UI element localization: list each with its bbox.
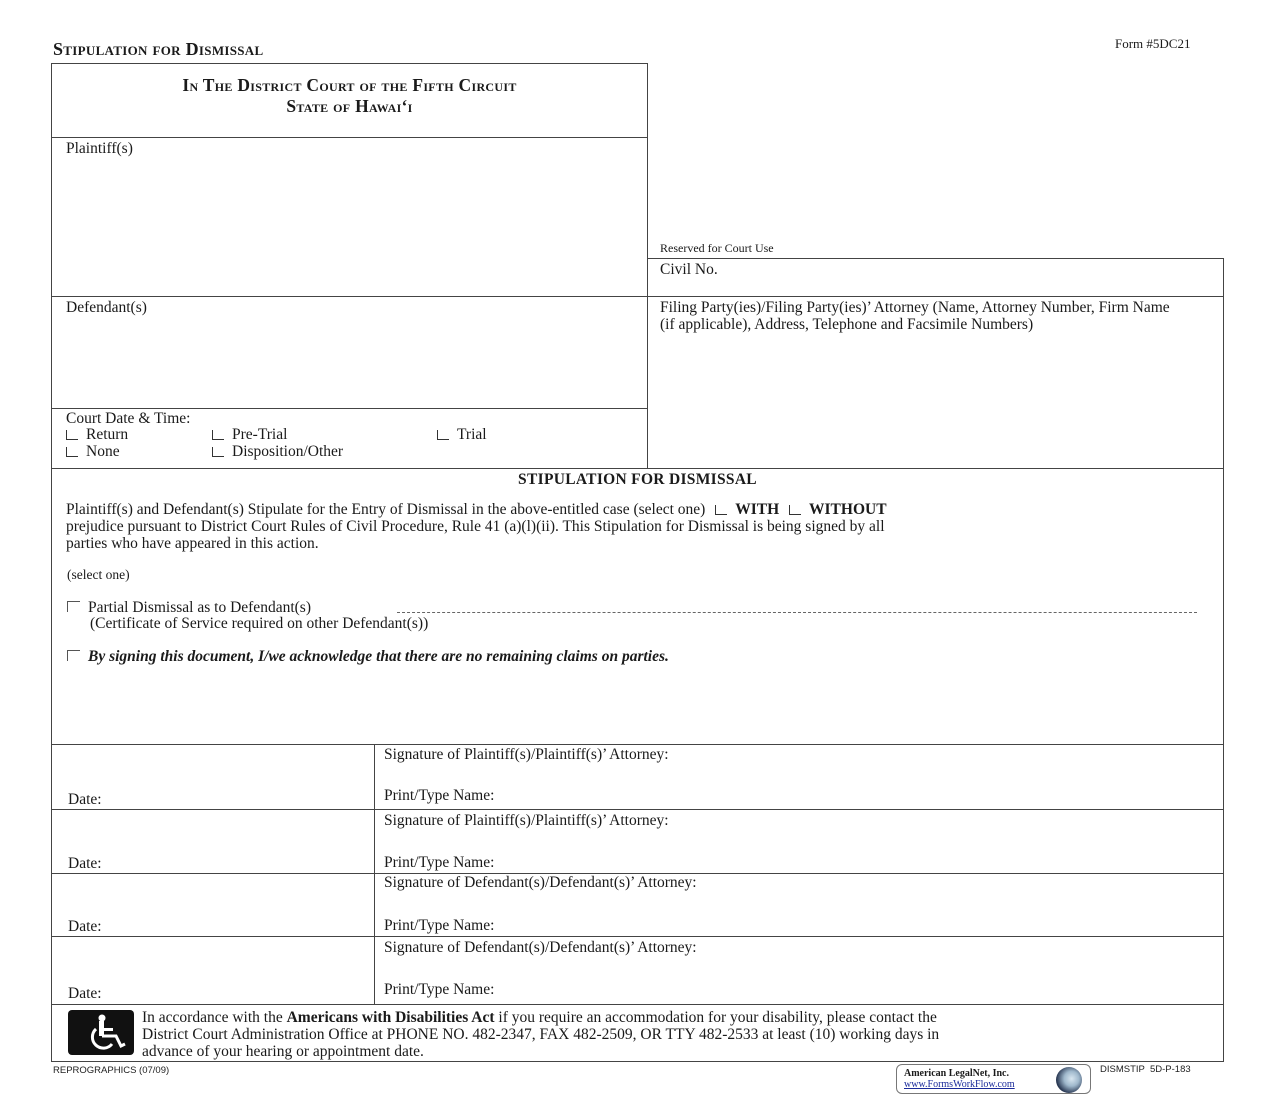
- signature-row: [52, 745, 1223, 809]
- date-label: Date:: [68, 855, 102, 872]
- form-code: DISMSTIP 5D-P-183: [1100, 1064, 1191, 1075]
- print-name-label: Print/Type Name:: [384, 787, 495, 804]
- option-label: Pre-Trial: [232, 426, 288, 443]
- ada-contact-line: District Court Administration Office at PHONE NO. 482-2347, FAX 482-2509, OR TTY 482-2533 at least (10) working days in: [142, 1026, 940, 1043]
- signature-field[interactable]: [384, 746, 669, 763]
- signature-field[interactable]: [384, 874, 697, 891]
- court-date-option-pretrial[interactable]: [212, 426, 287, 443]
- signature-row: [52, 874, 1223, 936]
- court-date-option-return[interactable]: [66, 426, 128, 443]
- defendant-label: Defendant(s): [66, 299, 147, 316]
- checkbox-icon[interactable]: [67, 650, 80, 661]
- print-name-label: Print/Type Name:: [384, 917, 495, 934]
- ada-act-name: Americans with Disabilities Act: [286, 1009, 495, 1026]
- filing-party-label: Filing Party(ies)/Filing Party(ies)’ Attorney (Name, Attorney Number, Firm Name (if applicable), Address, Telephone and Facsimile Numbers): [660, 299, 1170, 333]
- section-title: STIPULATION FOR DISMISSAL: [518, 471, 757, 488]
- court-date-option-disposition[interactable]: [212, 443, 343, 460]
- vendor-badge: [896, 1064, 1091, 1094]
- checkbox-icon[interactable]: [67, 601, 80, 612]
- checkbox-icon[interactable]: [789, 505, 801, 515]
- checkbox-icon[interactable]: [212, 447, 224, 457]
- court-name-line1: In The District Court of the Fifth Circuit: [182, 75, 517, 95]
- civil-no-label: Civil No.: [660, 261, 718, 278]
- date-field[interactable]: [68, 791, 102, 808]
- print-name-label: Print/Type Name:: [384, 854, 495, 871]
- date-field[interactable]: [68, 918, 102, 935]
- defendant-field[interactable]: [52, 297, 647, 408]
- print-name-label: Print/Type Name:: [384, 981, 495, 998]
- ada-advance-line: advance of your hearing or appointment date.: [142, 1043, 424, 1060]
- select-one-label: (select one): [67, 567, 130, 582]
- checkbox-icon[interactable]: [66, 447, 78, 457]
- ada-notice: [142, 1009, 1222, 1060]
- checkbox-icon[interactable]: [437, 430, 449, 440]
- checkbox-icon[interactable]: [212, 430, 224, 440]
- signature-row: [52, 810, 1223, 873]
- signature-field[interactable]: [384, 939, 697, 956]
- checkbox-icon[interactable]: [66, 430, 78, 440]
- court-date-option-none[interactable]: [66, 443, 120, 460]
- plaintiff-label: Plaintiff(s): [66, 140, 133, 157]
- date-label: Date:: [68, 791, 102, 808]
- form-number: Form #5DC21: [1115, 36, 1191, 51]
- partial-dismissal-label: Partial Dismissal as to Defendant(s): [88, 599, 311, 616]
- without-label: WITHOUT: [809, 501, 887, 518]
- checkbox-icon[interactable]: [715, 505, 727, 515]
- stipulation-paragraph: [66, 501, 1216, 552]
- option-label: None: [86, 443, 120, 460]
- vendor-name: American LegalNet, Inc.: [904, 1068, 1009, 1079]
- court-name-line2: State of Hawai‘i: [286, 96, 413, 116]
- date-field[interactable]: [68, 855, 102, 872]
- stipulation-intro: Plaintiff(s) and Defendant(s) Stipulate for the Entry of Dismissal in the above-entitled case (select one): [66, 501, 706, 518]
- without-prejudice-option[interactable]: [789, 501, 887, 518]
- signature-label: Signature of Plaintiff(s)/Plaintiff(s)’ Attorney:: [384, 812, 669, 829]
- print-name-field[interactable]: [384, 917, 494, 934]
- ada-text: In accordance with the: [142, 1009, 287, 1026]
- stipulation-line3: parties who have appeared in this action.: [66, 535, 319, 552]
- filing-party-field[interactable]: [648, 297, 1223, 468]
- partial-dismissal-option[interactable]: [67, 599, 311, 616]
- date-label: Date:: [68, 918, 102, 935]
- option-label: Disposition/Other: [232, 443, 344, 460]
- option-label: Return: [86, 426, 129, 443]
- with-label: WITH: [735, 501, 780, 518]
- stipulation-line2: prejudice pursuant to District Court Rules of Civil Procedure, Rule 41 (a)(l)(ii). This Stipulation for Dismissal is being signed by all: [66, 518, 885, 535]
- form-title: Stipulation for Dismissal: [53, 39, 264, 59]
- court-date-label: Court Date & Time:: [66, 410, 191, 427]
- reserved-for-court-use-label: Reserved for Court Use: [660, 241, 774, 255]
- court-date-option-trial[interactable]: [437, 426, 487, 443]
- print-name-field[interactable]: [384, 854, 494, 871]
- wheelchair-accessibility-icon: [68, 1010, 134, 1055]
- globe-logo-icon: [1056, 1067, 1082, 1093]
- plaintiff-field[interactable]: [52, 138, 647, 296]
- court-name: [51, 75, 648, 117]
- signature-label: Signature of Defendant(s)/Defendant(s)’ Attorney:: [384, 939, 697, 956]
- civil-no-field[interactable]: [648, 259, 1223, 296]
- signature-row: [52, 937, 1223, 1004]
- reprographics-label: REPROGRAPHICS (07/09): [53, 1065, 170, 1076]
- date-field[interactable]: [68, 985, 102, 1002]
- ada-text: if you require an accommodation for your disability, please contact the: [494, 1009, 937, 1026]
- signature-field[interactable]: [384, 812, 669, 829]
- print-name-field[interactable]: [384, 981, 494, 998]
- signature-label: Signature of Defendant(s)/Defendant(s)’ Attorney:: [384, 874, 697, 891]
- date-label: Date:: [68, 985, 102, 1002]
- print-name-field[interactable]: [384, 787, 494, 804]
- certificate-note: (Certificate of Service required on other Defendant(s)): [90, 615, 429, 632]
- partial-dismissal-input[interactable]: [397, 598, 1197, 613]
- vendor-url-link[interactable]: www.FormsWorkFlow.com: [904, 1079, 1015, 1090]
- acknowledge-option[interactable]: [67, 648, 669, 665]
- signature-label: Signature of Plaintiff(s)/Plaintiff(s)’ Attorney:: [384, 746, 669, 763]
- acknowledge-label: By signing this document, I/we acknowledge that there are no remaining claims on parties.: [88, 648, 669, 665]
- with-prejudice-option[interactable]: [715, 501, 779, 518]
- option-label: Trial: [457, 426, 487, 443]
